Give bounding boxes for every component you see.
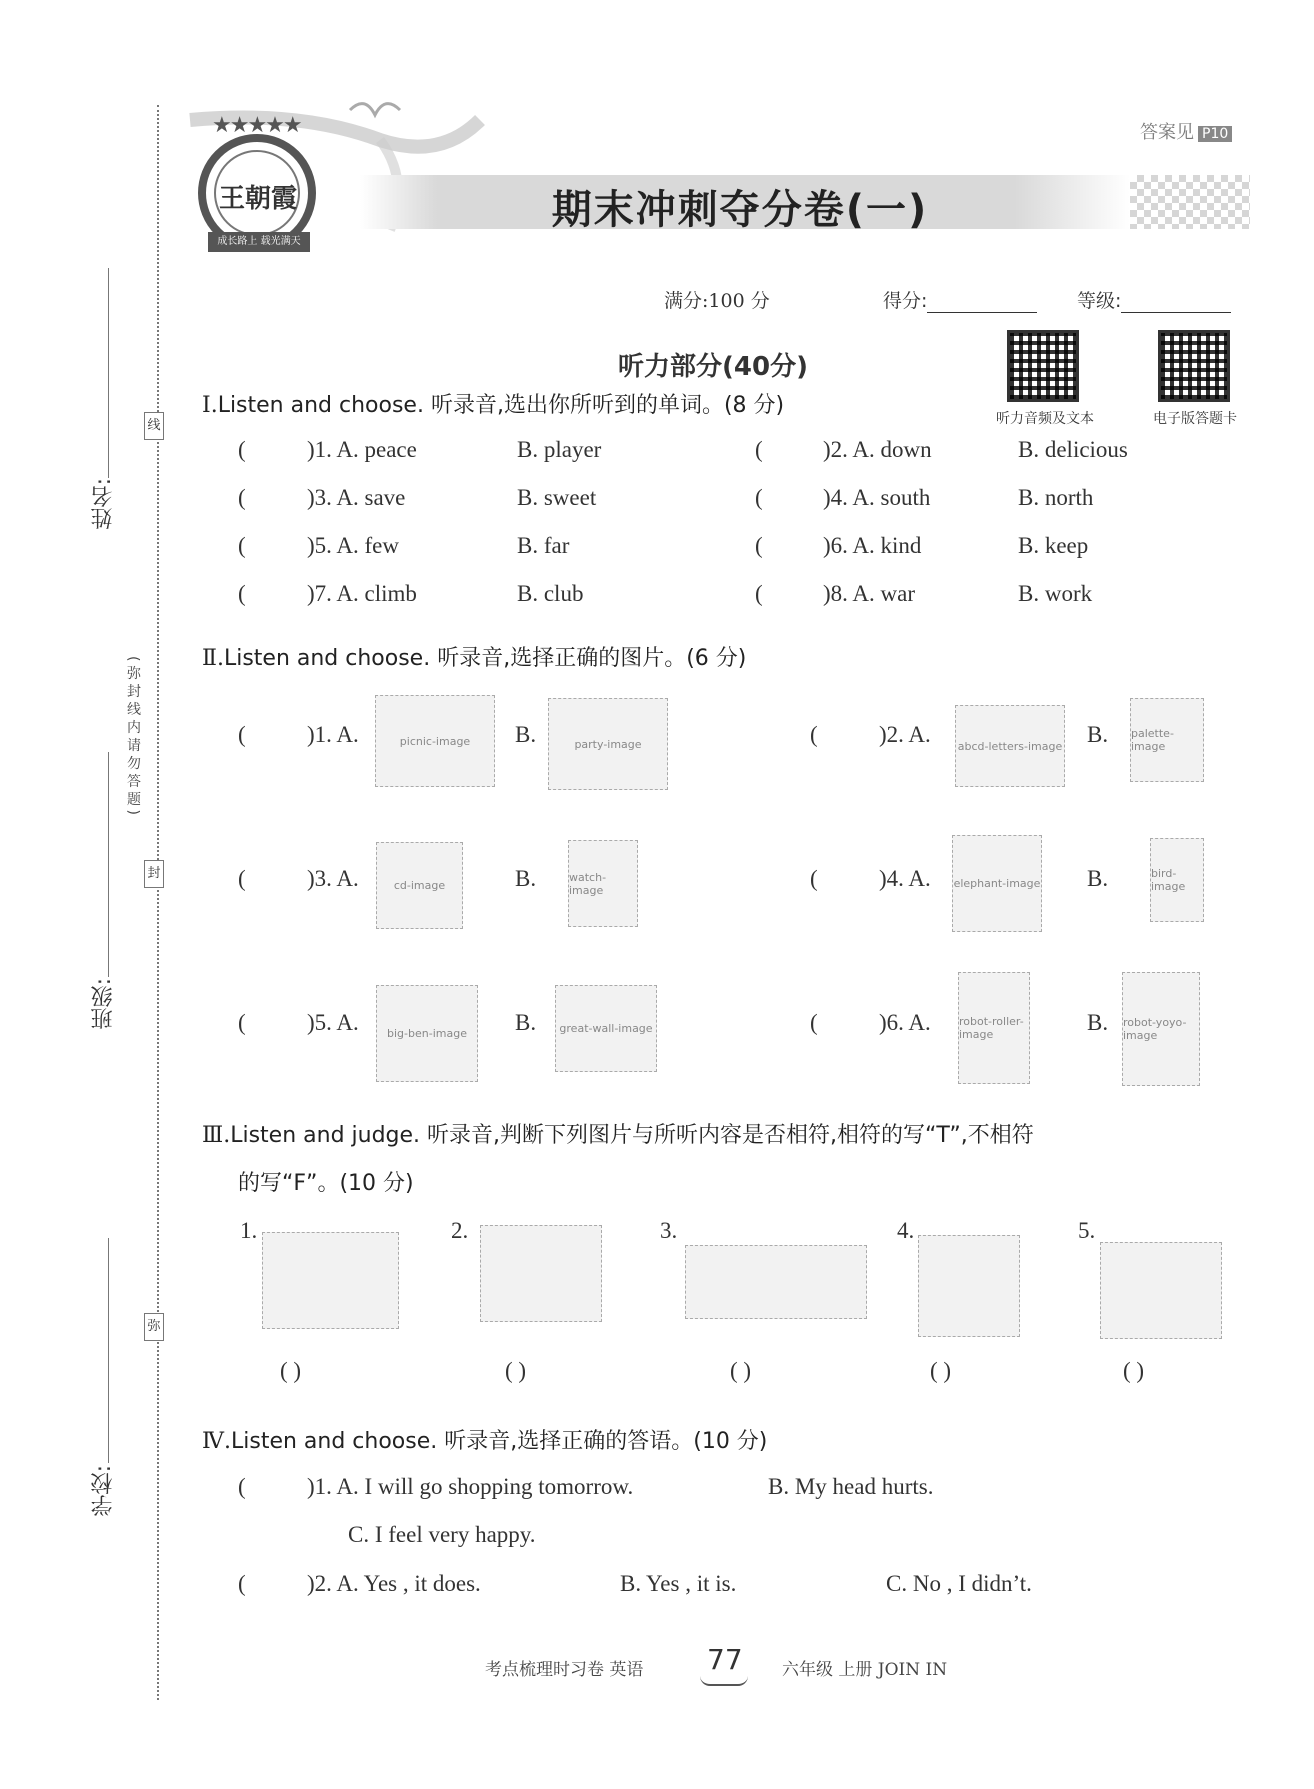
s4-q2-a: )2. A. Yes , it does. (307, 1571, 481, 1596)
section1-numeral: Ⅰ. (202, 393, 218, 418)
s4-q2-paren[interactable]: ( (238, 1571, 246, 1596)
opera-house-image (685, 1245, 867, 1319)
s3-item1-answer[interactable]: ( ) (280, 1358, 302, 1383)
cut-mark-line: 线 (144, 412, 164, 440)
binding-dotted-line (157, 105, 159, 1700)
s2-q1-paren[interactable]: ( (238, 722, 246, 747)
s1-q6-a: )6. A. kind (823, 533, 922, 558)
s2-q5-paren[interactable]: ( (238, 1010, 246, 1035)
party-image: party-image (548, 698, 668, 790)
people-group-image (1100, 1242, 1222, 1339)
elephant-image: elephant-image (952, 835, 1042, 932)
cut-mark-seal: 封 (144, 860, 164, 888)
s1-q1-b: B. player (517, 437, 602, 462)
great-wall-image: great-wall-image (555, 985, 657, 1072)
name-label: 姓名: (91, 478, 116, 530)
s2-q6-label: )6. A. (879, 1010, 931, 1035)
s1-q2-paren[interactable]: ( (755, 437, 763, 462)
s3-item4-num: 4. (897, 1218, 915, 1243)
section2-heading (202, 641, 746, 672)
s1-q6-paren[interactable]: ( (755, 533, 763, 558)
cut-mark-mi: 弥 (144, 1313, 164, 1341)
s3-item2-num: 2. (451, 1218, 469, 1243)
section2-en: Listen and choose. (223, 646, 431, 671)
s4-q1-b: B. My head hurts. (768, 1474, 934, 1499)
section3-en: Listen and judge. (230, 1123, 421, 1148)
section4-heading (202, 1424, 767, 1455)
s2-q4-b: B. (1087, 866, 1109, 891)
s1-q3-paren[interactable]: ( (238, 485, 246, 510)
s3-item2-answer[interactable]: ( ) (505, 1358, 527, 1383)
section2-cn: 听录音,选择正确的图片。(6 分) (430, 646, 747, 671)
section3-cn: 听录音,判断下列图片与所听内容是否相符,相符的写“T”,不相符 (420, 1123, 1034, 1148)
s2-q6-paren[interactable]: ( (810, 1010, 818, 1035)
grade-blank[interactable] (1121, 294, 1231, 313)
abcd-letters-image: abcd-letters-image (955, 705, 1065, 787)
s3-item4-answer[interactable]: ( ) (930, 1358, 952, 1383)
school-fill-line[interactable] (108, 1238, 109, 1463)
s1-q3-b: B. sweet (517, 485, 597, 510)
answer-ref-label: 答案见 (1140, 122, 1194, 143)
cd-image: cd-image (376, 842, 463, 929)
s1-q8-b: B. work (1018, 581, 1093, 606)
full-score: 满分:100 分 (664, 290, 770, 312)
s3-item3-answer[interactable]: ( ) (730, 1358, 752, 1383)
s1-q2-a: )2. A. down (823, 437, 932, 462)
section4-numeral: Ⅳ. (202, 1429, 231, 1454)
grade-field[interactable] (1077, 286, 1231, 313)
score-field[interactable] (883, 286, 1037, 313)
s1-q7-a: )7. A. climb (307, 581, 417, 606)
s1-q7-b: B. club (517, 581, 584, 606)
score-label: 得分: (883, 290, 928, 312)
s2-q5-label: )5. A. (307, 1010, 359, 1035)
footer-grade: 六年级 上册 JOIN IN (782, 1660, 948, 1680)
school-label: 学校: (91, 1465, 116, 1517)
answer-page-badge: P10 (1198, 126, 1232, 142)
seal-note: (弥封线内请勿答题) (125, 656, 141, 819)
s1-q5-b: B. far (517, 533, 570, 558)
s1-q4-paren[interactable]: ( (755, 485, 763, 510)
s2-q5-b: B. (515, 1010, 537, 1035)
s4-q1-c: C. I feel very happy. (348, 1522, 536, 1547)
answer-reference (1140, 118, 1232, 144)
s4-q2-b: B. Yes , it is. (620, 1571, 737, 1596)
logo-slogan: 成长路上 载光满天 (208, 232, 310, 252)
logo-name: 王朝霞 (218, 184, 297, 214)
s2-q4-label: )4. A. (879, 866, 931, 891)
palette-image: palette-image (1130, 698, 1204, 782)
s2-q2-b: B. (1087, 722, 1109, 747)
s2-q3-label: )3. A. (307, 866, 359, 891)
man-on-phone-image (480, 1225, 602, 1322)
section1-cn: 听录音,选出你所听到的单词。(8 分) (423, 393, 785, 418)
s1-q3-a: )3. A. save (307, 485, 406, 510)
s1-q8-a: )8. A. war (823, 581, 915, 606)
s3-item5-num: 5. (1078, 1218, 1096, 1243)
s4-q1-a: )1. A. I will go shopping tomorrow. (307, 1474, 634, 1499)
s2-q1-label: )1. A. (307, 722, 359, 747)
girl-cycling-image (918, 1235, 1020, 1337)
bird-image: bird-image (1150, 838, 1204, 922)
s2-q1-b: B. (515, 722, 537, 747)
checker-pattern (1130, 175, 1250, 229)
class-label: 班级: (91, 978, 116, 1030)
s2-q6-b: B. (1087, 1010, 1109, 1035)
page-number-ornament (700, 1676, 748, 1686)
s2-q2-paren[interactable]: ( (810, 722, 818, 747)
s1-q1-paren[interactable]: ( (238, 437, 246, 462)
s1-q5-a: )5. A. few (307, 533, 399, 558)
s1-q7-paren[interactable]: ( (238, 581, 246, 606)
section3-heading (202, 1118, 1034, 1149)
page-title: 期末冲刺夺分卷(一) (551, 187, 929, 233)
s2-q2-label: )2. A. (879, 722, 931, 747)
qr-audio-caption: 听力音频及文本 (996, 411, 1094, 427)
s1-q5-paren[interactable]: ( (238, 533, 246, 558)
section1-en: Listen and choose. (217, 393, 424, 418)
listening-part-title: 听力部分(40分) (618, 352, 808, 382)
s2-q4-paren[interactable]: ( (810, 866, 818, 891)
qr-code-answer-card-icon[interactable] (1158, 330, 1230, 402)
robot-yoyo-image: robot-yoyo-image (1122, 972, 1200, 1086)
s1-q2-b: B. delicious (1018, 437, 1128, 462)
robot-roller-image: robot-roller-image (958, 972, 1030, 1084)
footer-book-title: 考点梳理时习卷 英语 (485, 1660, 644, 1680)
watch-image: watch-image (568, 840, 638, 927)
kids-playing-image (262, 1232, 399, 1329)
s4-q2-c: C. No , I didn’t. (886, 1571, 1032, 1596)
section3-cn-cont: 的写“F”。(10 分) (238, 1171, 414, 1196)
score-blank[interactable] (927, 294, 1037, 313)
s1-q6-b: B. keep (1018, 533, 1089, 558)
grade-label: 等级: (1077, 290, 1122, 312)
logo-stars-icon: ★★★★★ (212, 113, 301, 138)
s1-q4-b: B. north (1018, 485, 1094, 510)
section2-numeral: Ⅱ. (202, 646, 224, 671)
s3-item3-num: 3. (660, 1218, 678, 1243)
s1-q8-paren[interactable]: ( (755, 581, 763, 606)
page-number: 77 (707, 1643, 743, 1676)
s3-item1-num: 1. (240, 1218, 258, 1243)
class-fill-line[interactable] (108, 752, 109, 977)
section4-cn: 听录音,选择正确的答语。(10 分) (437, 1429, 768, 1454)
qr-answer-card-caption: 电子版答题卡 (1153, 411, 1237, 427)
s4-q1-paren[interactable]: ( (238, 1474, 246, 1499)
section4-en: Listen and choose. (230, 1429, 438, 1454)
section3-numeral: Ⅲ. (202, 1123, 231, 1148)
s2-q3-b: B. (515, 866, 537, 891)
qr-code-audio-icon[interactable] (1007, 330, 1079, 402)
s3-item5-answer[interactable]: ( ) (1123, 1358, 1145, 1383)
s1-q1-a: )1. A. peace (307, 437, 417, 462)
big-ben-image: big-ben-image (376, 985, 478, 1082)
name-fill-line[interactable] (108, 268, 109, 478)
section1-heading (202, 388, 784, 419)
s1-q4-a: )4. A. south (823, 485, 931, 510)
s2-q3-paren[interactable]: ( (238, 866, 246, 891)
picnic-image: picnic-image (375, 695, 495, 787)
